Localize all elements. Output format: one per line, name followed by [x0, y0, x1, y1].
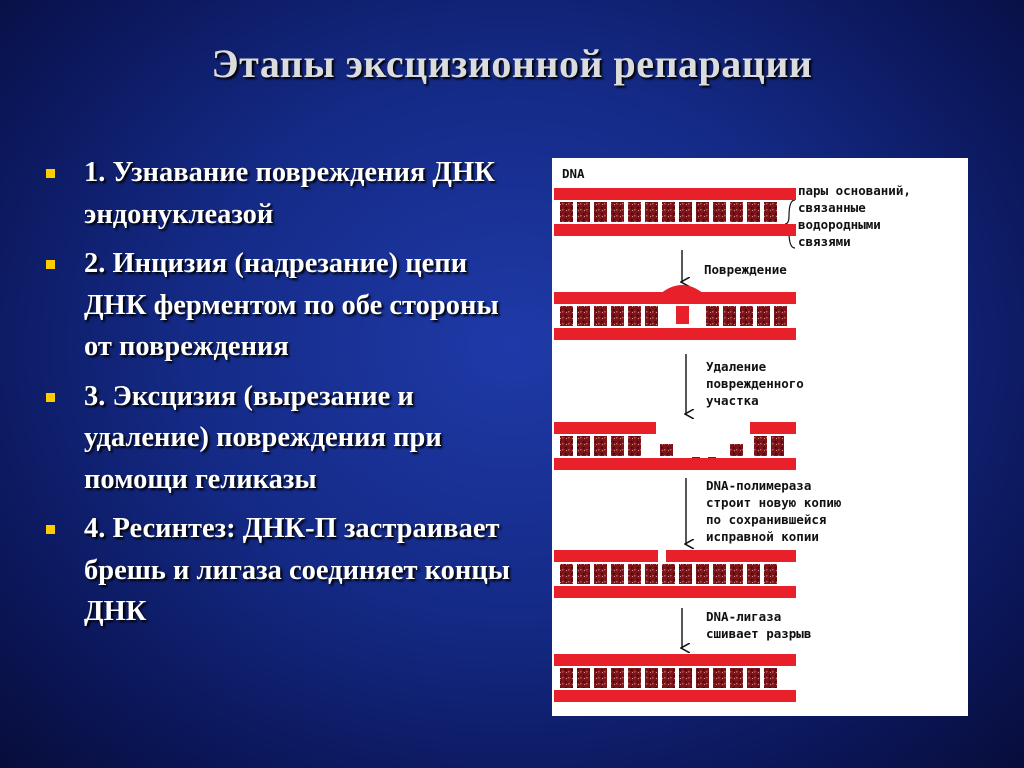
dna-strand	[554, 458, 796, 470]
damage-bump	[660, 285, 704, 294]
base-pair	[679, 668, 692, 688]
step-item-1	[44, 152, 514, 235]
step-text-2: 2. Инцизия (надрезание) цепи ДНК ферментом по обе стороны от повреждения	[84, 248, 499, 362]
base-pair	[696, 564, 709, 584]
base-pair	[560, 564, 573, 584]
base-pair	[747, 668, 760, 688]
label-line: водородными	[798, 217, 881, 232]
label-line: связанные	[798, 200, 866, 215]
base-pair	[628, 202, 641, 222]
step-item-3	[44, 376, 514, 501]
base-pair	[662, 564, 675, 584]
base-pair	[577, 668, 590, 688]
base-pair	[594, 564, 607, 584]
label-line: Удаление	[706, 359, 767, 374]
base-pair	[662, 202, 675, 222]
step-item-4	[44, 508, 514, 633]
label-line: DNA-полимераза	[706, 478, 812, 493]
base-pair	[645, 306, 658, 326]
base-pair	[611, 564, 624, 584]
base-pair	[577, 202, 590, 222]
dna-strand	[554, 654, 796, 666]
slide-title: Этапы эксцизионной репарации	[211, 41, 813, 86]
base-pair	[764, 564, 777, 584]
base-pair	[577, 436, 590, 456]
base-pair	[560, 306, 573, 326]
dna-label: DNA	[562, 166, 585, 181]
base-pair	[696, 668, 709, 688]
label-line: строит новую копию	[706, 495, 842, 510]
base-pair	[577, 564, 590, 584]
base-pair	[723, 306, 736, 326]
label-line: поврежденного	[706, 376, 804, 391]
label-line: пары оснований,	[798, 183, 911, 198]
bullet-square-icon	[46, 525, 55, 534]
dna-strand	[554, 188, 796, 200]
base-pair	[679, 202, 692, 222]
base-pair	[754, 436, 767, 456]
label-line: исправной копии	[706, 529, 819, 544]
base-pair	[764, 202, 777, 222]
bullet-square-icon	[46, 260, 55, 269]
base-pair	[628, 564, 641, 584]
base-pair	[730, 444, 743, 456]
step3-label	[706, 478, 842, 544]
base-pair	[679, 564, 692, 584]
label-line: DNA-лигаза	[706, 609, 782, 624]
base-pair	[713, 202, 726, 222]
base-pair	[730, 564, 743, 584]
base-pair	[577, 306, 590, 326]
base-pair	[645, 202, 658, 222]
base-pair	[706, 306, 719, 326]
base-pair	[594, 202, 607, 222]
base-pair	[740, 306, 753, 326]
dna-strand	[554, 550, 658, 562]
dna-repair-diagram	[552, 158, 968, 716]
base-pair	[645, 564, 658, 584]
base-pair	[628, 668, 641, 688]
base-pair	[730, 202, 743, 222]
base-pair	[594, 306, 607, 326]
base-pair	[594, 436, 607, 456]
bullet-square-icon	[46, 393, 55, 402]
label-line: участка	[706, 393, 759, 408]
dna-repair-svg	[552, 158, 968, 716]
base-pair	[611, 306, 624, 326]
dna-strand	[554, 690, 796, 702]
damaged-base	[676, 306, 689, 324]
step2-label	[706, 359, 804, 408]
base-pair	[747, 564, 760, 584]
base-pair	[757, 306, 770, 326]
base-pair	[696, 202, 709, 222]
base-pair	[747, 202, 760, 222]
dna-strand	[554, 328, 796, 340]
base-pair	[560, 668, 573, 688]
dna-strand	[554, 224, 796, 236]
base-pair	[713, 564, 726, 584]
base-pair	[645, 668, 658, 688]
step1-label: Повреждение	[704, 262, 787, 277]
step-item-2	[44, 243, 514, 368]
base-pair	[628, 306, 641, 326]
label-line: по сохранившейся	[706, 512, 827, 527]
base-pair	[764, 668, 777, 688]
base-pair	[730, 668, 743, 688]
step-text-1: 1. Узнавание повреждения ДНК эндонуклеазой	[84, 157, 495, 230]
base-pair	[560, 436, 573, 456]
steps-list	[44, 152, 514, 641]
bullet-square-icon	[46, 169, 55, 178]
base-pairs-label	[798, 183, 911, 249]
base-pair	[774, 306, 787, 326]
base-pair	[662, 668, 675, 688]
base-pair	[628, 436, 641, 456]
step-text-3: 3. Эксцизия (вырезание и удаление) повреждения при помощи геликазы	[84, 380, 442, 495]
base-pair	[560, 202, 573, 222]
dna-strand	[666, 550, 796, 562]
dna-strand	[554, 422, 656, 434]
dna-strand	[554, 586, 796, 598]
base-pair	[660, 444, 673, 456]
base-pair	[611, 202, 624, 222]
label-line: связями	[798, 234, 851, 249]
base-pair	[594, 668, 607, 688]
base-pair	[713, 668, 726, 688]
base-pair	[771, 436, 784, 456]
dna-strand	[750, 422, 796, 434]
base-pair	[611, 668, 624, 688]
base-pair	[611, 436, 624, 456]
step4-label	[706, 609, 811, 641]
label-line: сшивает разрыв	[706, 626, 812, 641]
step-text-4: 4. Ресинтез: ДНК-П застраивает брешь и лигаза соединяет концы ДНК	[84, 513, 510, 627]
